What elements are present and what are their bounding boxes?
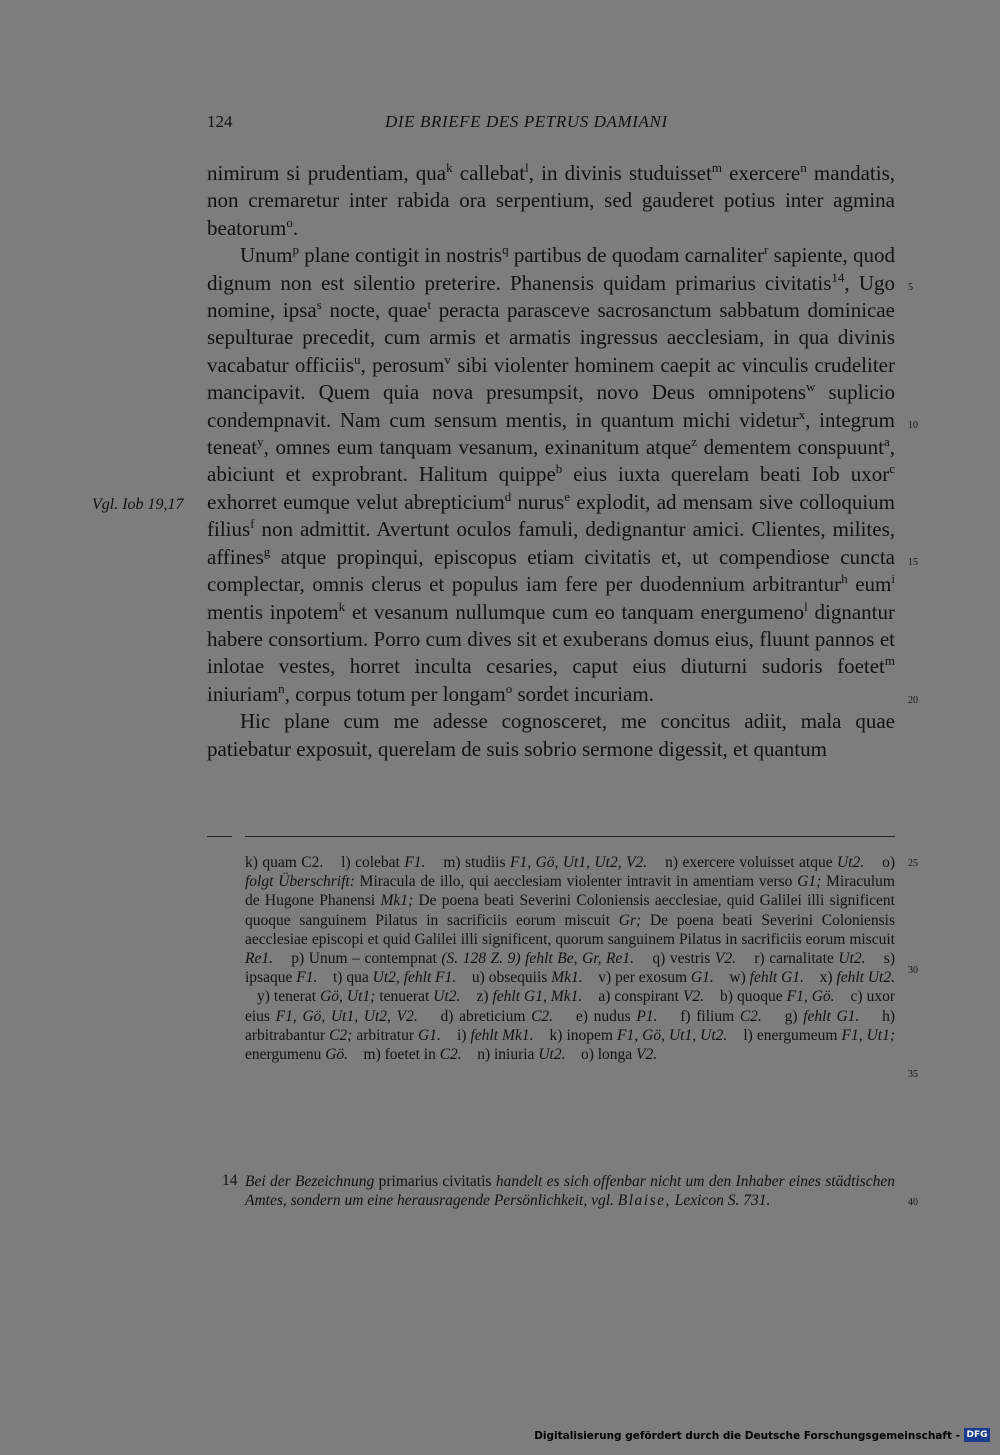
separator-short [207, 836, 232, 837]
dfg-logo: DFG [964, 1428, 990, 1442]
footnote-number: 14 [222, 1172, 238, 1189]
paragraph: Unum$^p$ plane contigit in nostris$^q$ partibus de quodam carnaliter$^r$ sapiente, quod dignum non est silentio preterire. Phanensis quidam primarius civitatis$^{14}$, Ugo nomine, ipsa$^s$ nocte, quae$^t$ peracta parasceve sacrosanctum sabbatum dominicae sepulturae precedit, cum armis et armatis ingressus aecclesiam, in qua divinis vacabatur officiis$^u$, perosum$^v$ sibi violenter hominem caepit ac vinculis crudeliter mancipavit. Quem quia nova presumpsit, novo Deus omnipotens$^w$ suplicio condempnavit. Nam cum sensum mentis, in quantum michi videtur$^x$, integrum teneat$^y$, omnes eum tanquam vesanum, exinanitum atque$^z$ dementem conspuunt$^a$, abiciunt et exprobrant. Halitum quippe$^b$ eius iuxta querelam beati Iob uxor$^c$ exhorret eumque velut abrepticium$^d$ nurus$^e$ explodit, ad mensam sive colloquium filius$^f$ non admittit. Avertunt oculos famuli, dedignantur amici. Clientes, milites, affines$^g$ atque propinqui, episcopus etiam civitatis et, ut compendiose cuncta complectar, omnis clerus et populus iam fere per duodennium arbitrantur$^h$ eum$^i$ mentis inpotem$^k$ et vesanum nullumque cum eo tanquam energumeno$^l$ dignantur habere consortium. Porro cum dives sit et exuberans domus eius, fluunt pannos et inlotae vestes, horret inculta cesaries, caput eius diuturni sudoris foetet$^m$ iniuriam$^n$, corpus totum per longam$^o$ sordet incuriam. [207, 242, 896, 706]
line-number: 25 [908, 858, 918, 869]
page-number: 124 [207, 112, 233, 131]
footnote: Bei der Bezeichnung primarius civitatis handelt es sich offenbar nicht um den Inhaber eines städtischen Amtes, sondern um eine herausragende Persönlichkeit, vgl. Blaise, Lexicon S. 731. [245, 1173, 895, 1210]
line-number: 20 [908, 695, 918, 706]
line-number: 30 [908, 965, 918, 976]
line-number: 15 [908, 557, 918, 568]
margin-reference: Vgl. Iob 19,17 [92, 496, 184, 513]
running-title: DIE BRIEFE DES PETRUS DAMIANI [385, 112, 668, 131]
main-text [207, 160, 895, 763]
critical-apparatus: k) quam C2. l) colebat F1. m) studiis F1, Gö, Ut1, Ut2, V2. n) exercere voluisset atque Ut2. o) folgt Überschrift: Miracula de illo, qui aecclesiam violenter intravit in amentiam verso G1; Miraculum de Hugone Phanensi Mk1; De poena beati Severini Coloniensis aecclesiae, quid Galilei illi significent quoque sanguinem Pilatus in sacrificiis eorum miscuit Gr; De poena beati Severini Coloniensis aecclesiae episcopi et quid Galilei illi significent, quorum sanguinem Pilatus in sacrificiis eorum miscuit Re1. p) Unum – contempnat (S. 128 Z. 9) fehlt Be, Gr, Re1. q) vestris V2. r) carnalitate Ut2. s) ipsaque F1. t) qua Ut2, fehlt F1. u) obsequiis Mk1. v) per exosum G1. w) fehlt G1. x) fehlt Ut2. y) tenerat Gö, Ut1; tenuerat Ut2. z) fehlt G1, Mk1. a) conspirant V2. b) quoque F1, Gö. c) uxor eius F1, Gö, Ut1, Ut2, V2. d) abreticium C2. e) nudus P1. f) filium C2. g) fehlt G1. h) arbitrabantur C2; arbitratur G1. i) fehlt Mk1. k) inopem F1, Gö, Ut1, Ut2. l) energumeum F1, Ut1; energumenu Gö. m) foetet in C2. n) iniuria Ut2. o) longa V2. [245, 854, 896, 1064]
line-number: 40 [908, 1197, 918, 1208]
paragraph: Hic plane cum me adesse cognosceret, me concitus adiit, mala quae patiebatur exposuit, querelam de suis sobrio sermone digessit, et quantum [207, 709, 895, 761]
separator-rule [245, 836, 895, 837]
paragraph: nimirum si prudentiam, qua$^k$ callebat$^l$, in divinis studuisset$^m$ exercere$^n$ mandatis, non cremaretur inter rabida ora serpentium, sed gauderet potius inter agmina beatorum$^o$. [207, 160, 895, 240]
line-number: 35 [908, 1069, 918, 1080]
line-number: 5 [908, 282, 913, 293]
digitization-credit: Digitalisierung gefördert durch die Deutsche Forschungsgemeinschaft - [534, 1430, 960, 1442]
line-number: 10 [908, 420, 918, 431]
